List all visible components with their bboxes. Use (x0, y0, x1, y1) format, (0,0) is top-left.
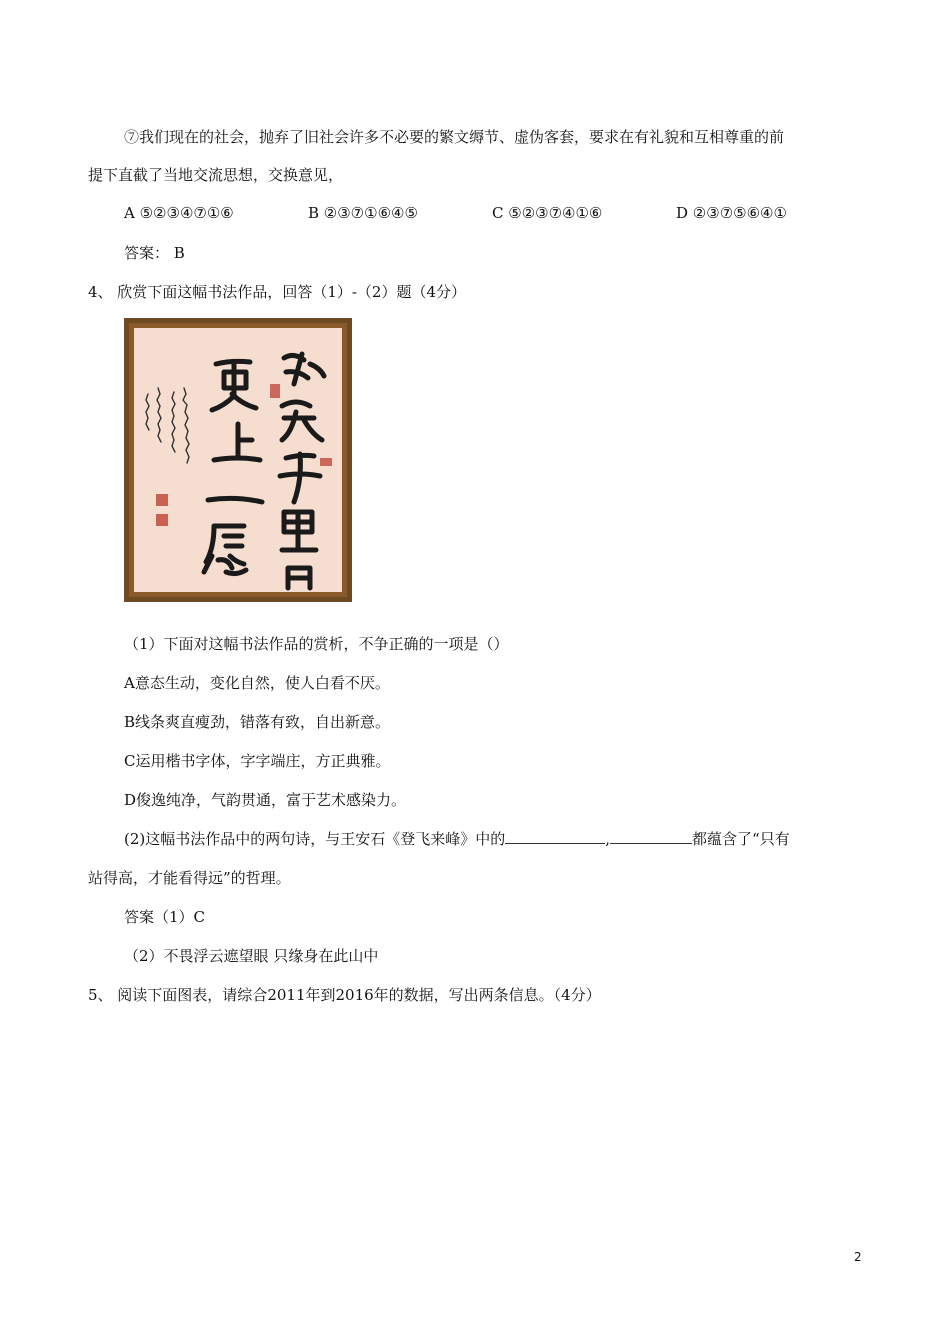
q4-sub2-line1 (124, 829, 790, 849)
q3-item7-line2: 提下直截了当地交流思想，交换意见， (88, 166, 344, 184)
calligraphy-paper (134, 328, 342, 592)
q4-option-d: D俊逸纯净，气韵贯通，富于艺术感染力。 (124, 791, 407, 809)
q4-sub2-comma: , (605, 830, 611, 848)
q3-options (124, 203, 844, 223)
q3-option-b: B ②③⑦①⑥④⑤ (308, 204, 418, 222)
calligraphy-artwork (134, 328, 342, 592)
q4-option-a: A意态生动，变化自然，使人白看不厌。 (124, 674, 390, 692)
q4-stem: 4、 欣赏下面这幅书法作品，回答（1）-（2）题（4分） (88, 283, 467, 301)
q4-option-c: C运用楷书字体，字字端庄，方正典雅。 (124, 752, 391, 770)
q3-option-d: D ②③⑦⑤⑥④① (676, 204, 787, 222)
seal-right (320, 458, 332, 466)
calligraphy-image (124, 318, 352, 602)
answer-blank-2[interactable] (610, 829, 692, 844)
q3-option-a: A ⑤②③④⑦①⑥ (124, 204, 234, 222)
seal-left-2 (156, 514, 168, 526)
q4-sub2-line2: 站得高，才能看得远”的哲理。 (88, 869, 291, 887)
q4-sub1: （1）下面对这幅书法作品的赏析，不争正确的一项是（） (124, 635, 509, 653)
q4-sub2-after: 都蕴含了“只有 (692, 830, 790, 848)
page-number: 2 (854, 1250, 862, 1264)
q3-answer: 答案： B (124, 244, 185, 262)
q3-item7-line1: ⑦我们现在的社会，抛弃了旧社会许多不必要的繁文缛节、虚伪客套，要求在有礼貌和互相尊重的前 (124, 128, 785, 146)
q5-stem: 5、 阅读下面图表，请综合2011年到2016年的数据，写出两条信息。（4分） (88, 986, 601, 1004)
q4-sub2-before: (2)这幅书法作品中的两句诗，与王安石《登飞来峰》中的 (124, 830, 506, 848)
seal-left-1 (156, 494, 168, 506)
q3-option-c: C ⑤②③⑦④①⑥ (492, 204, 603, 222)
seal-upper (270, 384, 280, 398)
q4-answer2: （2）不畏浮云遮望眼 只缘身在此山中 (124, 947, 379, 965)
q4-answer1: 答案（1）C (124, 908, 206, 926)
answer-blank-1[interactable] (505, 829, 605, 844)
q4-option-b: B线条爽直瘦劲，错落有致，自出新意。 (124, 713, 391, 731)
